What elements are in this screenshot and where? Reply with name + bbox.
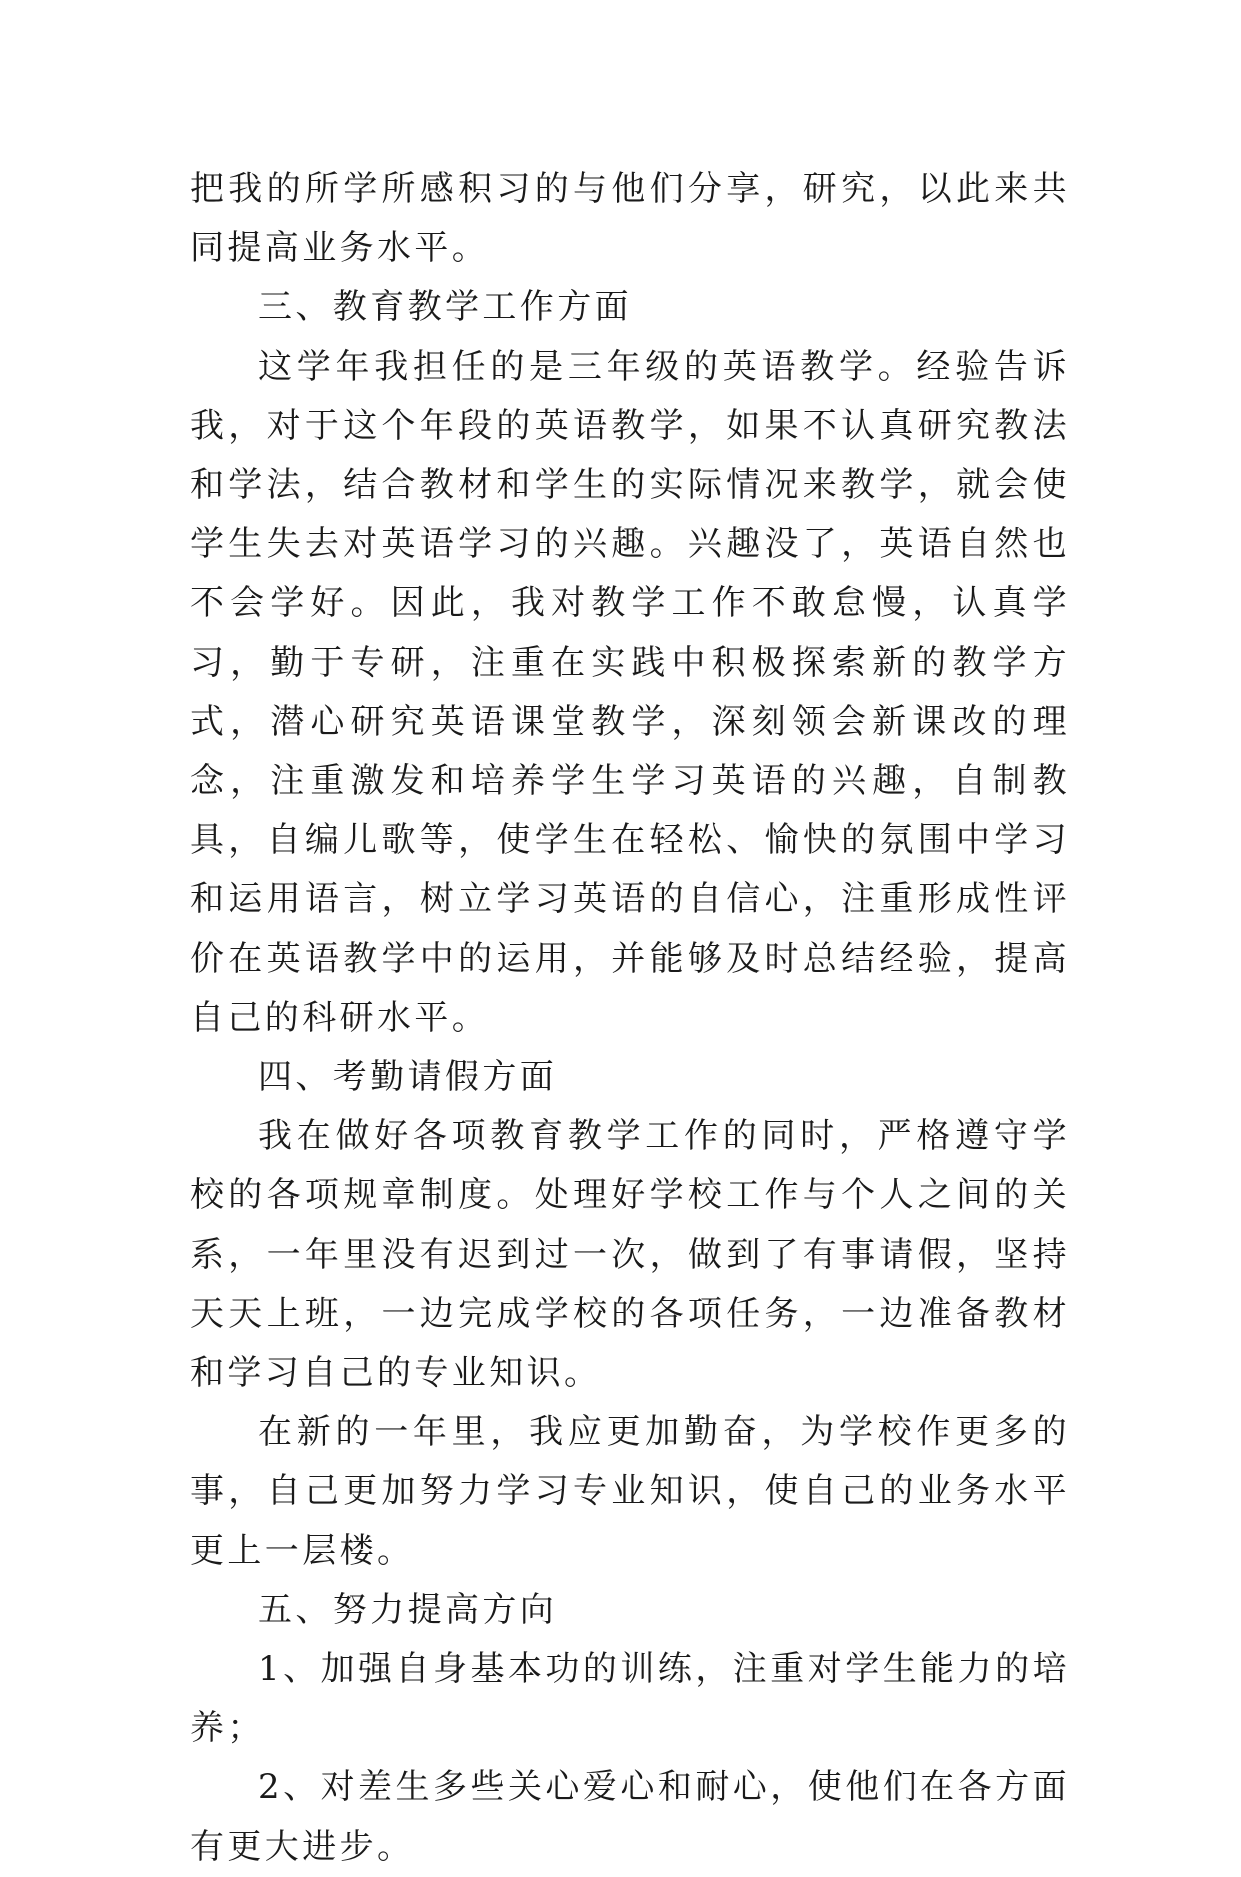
list-item-1: 1、加强自身基本功的训练，注重对学生能力的培养；	[190, 1649, 1070, 1749]
list-item-2: 2、对差生多些关心爱心和耐心，使他们在各方面有更大进步。	[190, 1767, 1070, 1867]
paragraph-teaching: 这学年我担任的是三年级的英语教学。经验告诉我，对于这个年段的英语教学，如果不认真研究教法和学法，结合教材和学生的实际情况来教学，就会使学生失去对英语学习的兴趣。兴趣没了，英语自然也不会学好。因此，我对教学工作不敢怠慢，认真学习，勤于专研，注重在实践中积极探索新的教学方式，潜心研究英语课堂教学，深刻领会新课改的理念，注重激发和培养学生学习英语的兴趣，自制教具，自编儿歌等，使学生在轻松、愉快的氛围中学习和运用语言，树立学习英语的自信心，注重形成性评价在英语教学中的运用，并能够及时总结经验，提高自己的科研水平。	[190, 346, 1070, 1038]
paragraph-attendance: 我在做好各项教育教学工作的同时，严格遵守学校的各项规章制度。处理好学校工作与个人之间的关系，一年里没有迟到过一次，做到了有事请假，坚持天天上班，一边完成学校的各项任务，一边准备教材和学习自己的专业知识。	[190, 1116, 1070, 1394]
document-body	[190, 160, 1070, 1877]
paragraph-continued: 把我的所学所感积习的与他们分享，研究，以此来共同提高业务水平。	[190, 169, 1070, 269]
section-heading-5: 五、努力提高方向	[258, 1589, 558, 1630]
section-heading-3: 三、教育教学工作方面	[258, 287, 632, 328]
paragraph-new-year: 在新的一年里，我应更加勤奋，为学校作更多的事，自己更加努力学习专业知识，使自己的业务水平更上一层楼。	[190, 1412, 1070, 1571]
section-heading-4: 四、考勤请假方面	[258, 1057, 558, 1098]
